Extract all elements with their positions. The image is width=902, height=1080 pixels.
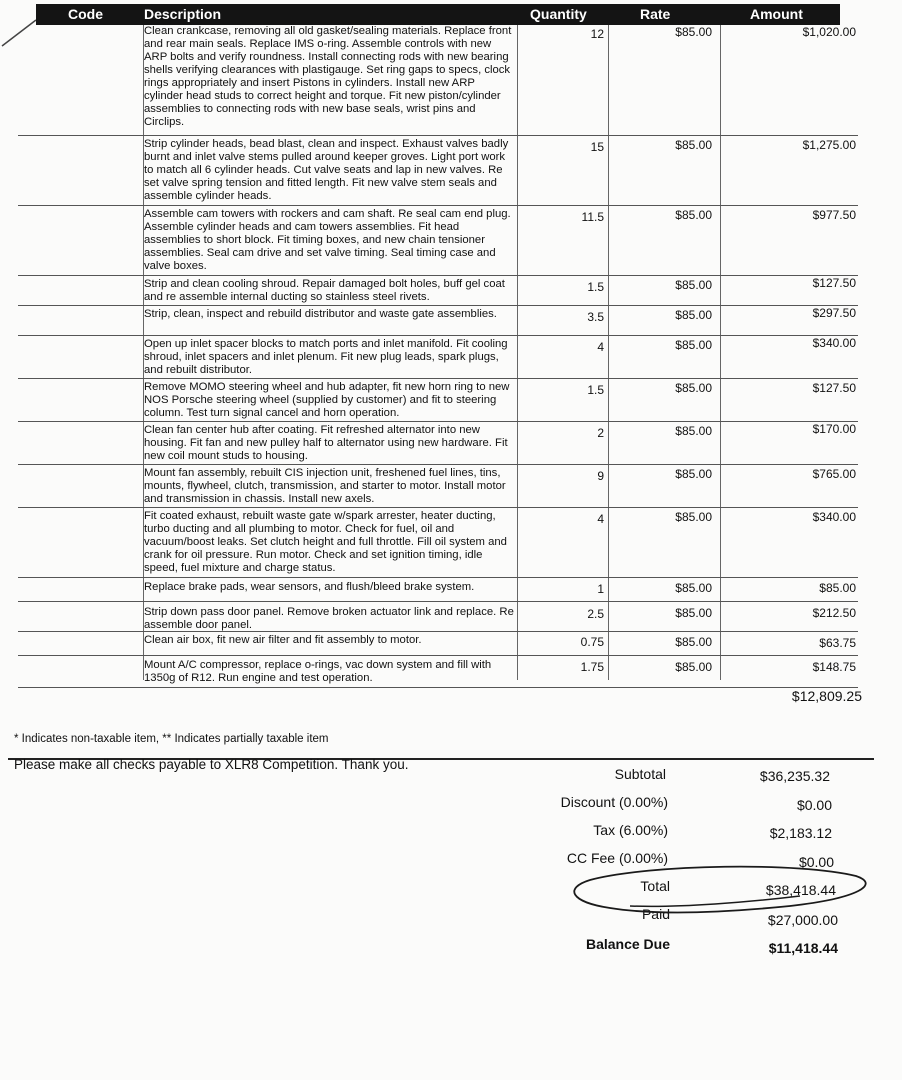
item-quantity: 15 [590, 140, 604, 154]
item-quantity: 3.5 [587, 310, 604, 324]
item-amount: $212.50 [812, 606, 856, 620]
table-row [18, 632, 858, 656]
item-description: Strip down pass door panel. Remove broken actuator link and replace. Re assemble door panel. [144, 606, 514, 631]
item-amount: $1,275.00 [802, 138, 856, 152]
header-quantity: Quantity [530, 6, 587, 22]
item-quantity: 11.5 [581, 210, 604, 224]
item-amount: $340.00 [812, 336, 856, 350]
item-description: Clean crankcase, removing all old gasket/sealing materials. Replace front and rear main seals. Replace IMS o-ring. Assemble controls with new ARP bolts and verify roundness. Install connecting rods with new bearing shells verifying clearances with plastigauge. Set ring gaps to specs, clock rings appropriately and insert Pistons in cylinders. Install new ARP cylinder head studs to correct height and torque. Fit new piston/cylinder assemblies to connecting rods with new base seals, wrist pins and Circlips. [144, 25, 512, 128]
item-rate: $85.00 [675, 424, 712, 438]
item-rate: $85.00 [675, 381, 712, 395]
total-label: Total [640, 878, 670, 894]
item-rate: $85.00 [675, 338, 712, 352]
table-row [18, 336, 858, 379]
subtotal-label: Subtotal [614, 766, 666, 782]
item-quantity: 1 [597, 582, 604, 596]
handwritten-circle-mark [560, 858, 880, 928]
page-total: $12,809.25 [791, 688, 862, 704]
item-quantity: 2.5 [587, 607, 604, 621]
item-description: Mount A/C compressor, replace o-rings, vac down system and fill with 1350g of R12. Run engine and test operation. [144, 659, 492, 684]
item-amount: $85.00 [819, 581, 856, 595]
tax-note: * Indicates non-taxable item, ** Indicates partially taxable item [14, 733, 329, 745]
item-amount: $127.50 [812, 276, 856, 290]
cc-fee-value: $0.00 [798, 854, 834, 870]
total-value: $38,418.44 [765, 882, 836, 898]
table-row [18, 656, 858, 688]
table-row [18, 379, 858, 422]
item-description: Mount fan assembly, rebuilt CIS injection unit, freshened fuel lines, tins, mounts, flywheel, clutch, transmission, and starter to motor. Install motor and transmission in chassis. Install new axels. [144, 467, 506, 505]
table-row [18, 276, 858, 306]
item-description: Clean air box, fit new air filter and fit assembly to motor. [144, 634, 422, 646]
paid-value: $27,000.00 [767, 912, 838, 928]
header-rate: Rate [640, 6, 671, 22]
item-quantity: 2 [597, 426, 604, 440]
balance-due-label: Balance Due [585, 936, 670, 952]
table-row [18, 508, 858, 578]
item-description: Open up inlet spacer blocks to match ports and inlet manifold. Fit cooling shroud, inlet spacers and inlet plenum. Fit new plug leads, spark plugs, and rebuilt distributor. [144, 338, 508, 376]
paid-label: Paid [641, 906, 670, 922]
item-amount: $297.50 [812, 306, 856, 320]
item-quantity: 9 [597, 469, 604, 483]
item-quantity: 12 [590, 27, 604, 41]
header-code: Code [68, 6, 103, 22]
header-amount: Amount [750, 6, 803, 22]
item-rate: $85.00 [675, 25, 712, 39]
item-rate: $85.00 [675, 467, 712, 481]
cc-fee-label: CC Fee (0.00%) [566, 850, 668, 866]
item-description: Strip and clean cooling shroud. Repair damaged bolt holes, buff gel coat and re assemble internal ducting so stainless steel rivets. [144, 278, 505, 303]
checks-note: Please make all checks payable to XLR8 Competition. Thank you. [14, 757, 409, 772]
item-description: Strip cylinder heads, bead blast, clean and inspect. Exhaust valves badly burnt and inlet valve stems pulled around keeper groves. Light port work to match all 6 cylinder heads. Cut valve seats and lap in new valves. Re set valve spring tension and fitted length. Fit new valve stem seals and assemble cylinder heads. [144, 138, 509, 202]
table-row [18, 465, 858, 508]
subtotal-value: $36,235.32 [759, 768, 830, 784]
item-amount: $1,020.00 [802, 25, 856, 39]
item-description: Strip, clean, inspect and rebuild distributor and waste gate assemblies. [144, 308, 497, 320]
item-amount: $127.50 [812, 381, 856, 395]
item-amount: $977.50 [812, 208, 856, 222]
item-rate: $85.00 [675, 278, 712, 292]
table-row [18, 25, 858, 136]
item-quantity: 1.5 [587, 383, 604, 397]
item-description: Fit coated exhaust, rebuilt waste gate w/spark arrester, heater ducting, turbo ducting and all plumbing to motor. Check for fuel, oil and vacuum/boost leaks. Set clutch height and full throttle. Fill oil system and crank for oil pressure. Run motor. Check and set ignition timing, idle speed, fuel mixture and charge status. [144, 510, 507, 574]
balance-due-value: $11,418.44 [768, 940, 838, 956]
tax-value: $2,183.12 [769, 825, 832, 841]
item-quantity: 1.75 [580, 660, 604, 674]
table-row [18, 578, 858, 602]
table-row [18, 602, 858, 632]
item-description: Assemble cam towers with rockers and cam shaft. Re seal cam end plug. Assemble cylinder heads and cam towers assemblies. Fit head assemblies to short block. Fit timing boxes, and new chain tensioner assemblies. Seal cam drive and set valve timing. Seal timing case and valve boxes. [144, 208, 511, 272]
item-amount: $63.75 [819, 636, 856, 650]
item-rate: $85.00 [675, 138, 712, 152]
discount-label: Discount (0.00%) [560, 794, 668, 810]
table-row [18, 206, 858, 276]
item-quantity: 1.5 [587, 280, 604, 294]
item-rate: $85.00 [675, 581, 712, 595]
table-row [18, 136, 858, 206]
line-items-table [18, 25, 858, 688]
item-quantity: 4 [597, 512, 604, 526]
item-quantity: 0.75 [580, 635, 604, 649]
item-description: Replace brake pads, wear sensors, and flush/bleed brake system. [144, 581, 475, 593]
item-amount: $765.00 [812, 467, 856, 481]
item-rate: $85.00 [675, 510, 712, 524]
item-rate: $85.00 [675, 308, 712, 322]
item-quantity: 4 [597, 340, 604, 354]
item-description: Remove MOMO steering wheel and hub adapter, fit new horn ring to new NOS Porsche steering wheel (supplied by customer) and fit to steering column. Test turn signal cancel and horn operation. [144, 381, 510, 419]
table-row [18, 306, 858, 336]
table-header [36, 4, 840, 25]
header-description: Description [144, 6, 222, 22]
discount-value: $0.00 [796, 797, 832, 813]
table-row [18, 422, 858, 465]
item-rate: $85.00 [675, 660, 712, 674]
tax-label: Tax (6.00%) [593, 822, 668, 838]
item-amount: $340.00 [812, 510, 856, 524]
item-amount: $148.75 [812, 660, 856, 674]
item-rate: $85.00 [675, 208, 712, 222]
item-amount: $170.00 [812, 422, 856, 436]
item-description: Clean fan center hub after coating. Fit refreshed alternator into new housing. Fit fan and new pulley half to alternator using new hardware. Fit new coil mount studs to housing. [144, 424, 508, 462]
item-rate: $85.00 [675, 635, 712, 649]
item-rate: $85.00 [675, 606, 712, 620]
